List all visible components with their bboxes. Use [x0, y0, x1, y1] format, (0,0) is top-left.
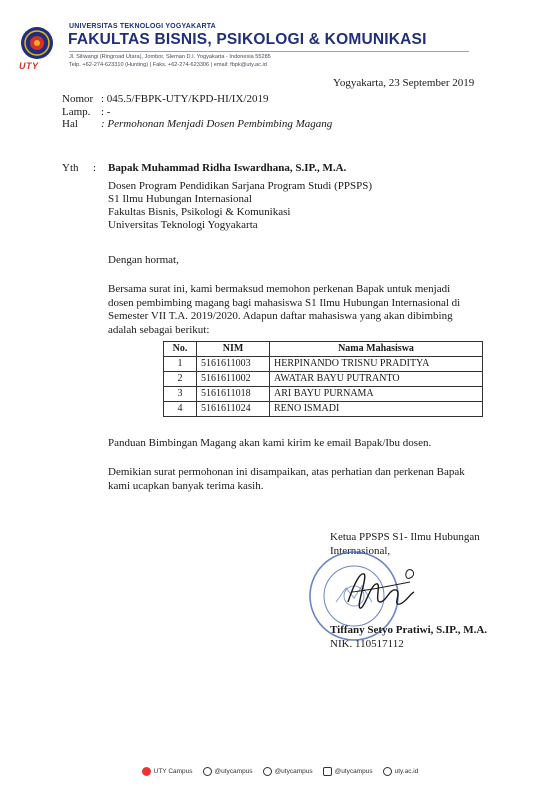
cell-nama: HERPINANDO TRISNU PRADITYA — [270, 357, 483, 372]
header-divider — [69, 51, 469, 52]
intro-paragraph — [108, 283, 460, 337]
recipient-colon: : — [93, 162, 97, 174]
university-logo — [20, 26, 54, 60]
cell-no: 2 — [164, 372, 197, 387]
cell-nama: AWATAR BAYU PUTRANTO — [270, 372, 483, 387]
facebook-icon — [203, 767, 212, 776]
recipient-line: Dosen Program Pendidikan Sarjana Program Studi (PPSPS) — [108, 180, 372, 192]
cell-nama: RENO ISMADI — [270, 402, 483, 417]
youtube-label: UTY Campus — [153, 767, 193, 775]
website-label: uty.ac.id — [394, 767, 419, 775]
signatory-nik: NIK. 110517112 — [330, 638, 404, 650]
nomor-value: : 045.5/FBPK-UTY/KPD-HI/IX/2019 — [101, 93, 269, 105]
instagram-icon — [323, 767, 332, 776]
globe-icon — [383, 767, 392, 776]
intro-line: Semester VII T.A. 2019/2020. Adapun daftar mahasiswa yang akan dibimbing — [108, 310, 453, 323]
cell-no: 1 — [164, 357, 197, 372]
recipient-name: Bapak Muhammad Ridha Iswardhana, S.IP., M.A. — [108, 162, 347, 174]
closing-paragraph — [108, 466, 465, 493]
contact-line: Telp. +62-274-623310 (Hunting) | Faks. +62-274-623306 | email: fbpk@uty.ac.id — [69, 62, 267, 68]
hal-value: : Permohonan Menjadi Dosen Pembimbing Magang — [101, 118, 333, 130]
footer-social — [0, 764, 560, 778]
facebook-label: @utycampus — [214, 767, 253, 775]
footer-facebook[interactable] — [203, 767, 253, 776]
logo-wordmark: UTY — [19, 61, 39, 71]
closing-line: Demikian surat permohonan ini disampaikan, atas perhatian dan perkenan Bapak — [108, 466, 465, 478]
closing-line: kami ucapkan banyak terima kasih. — [108, 479, 264, 492]
instagram-label: @utycampus — [334, 767, 373, 775]
table-row — [164, 357, 483, 372]
twitter-icon — [263, 767, 272, 776]
lampiran-row — [62, 106, 110, 118]
signatory-name: Tiffany Setyo Pratiwi, S.IP., M.A. — [330, 624, 488, 636]
intro-line: dosen pembimbing magang bagi mahasiswa S1 Ilmu Hubungan Internasional di — [108, 296, 461, 309]
nomor-row — [62, 93, 268, 105]
hal-label: Hal — [62, 118, 78, 130]
recipient-label: Yth — [62, 162, 79, 174]
footer-youtube[interactable] — [142, 767, 193, 776]
panduan-paragraph: Panduan Bimbingan Magang akan kami kirim ke email Bapak/Ibu dosen. — [108, 437, 432, 449]
footer-instagram[interactable] — [323, 767, 373, 776]
recipient-line: Fakultas Bisnis, Psikologi & Komunikasi — [108, 206, 291, 218]
table-row — [164, 372, 483, 387]
youtube-icon — [142, 767, 151, 776]
intro-line: adalah sebagai berikut: — [108, 323, 210, 336]
university-name: UNIVERSITAS TEKNOLOGI YOGYAKARTA — [69, 23, 216, 30]
cell-no: 3 — [164, 387, 197, 402]
cell-nim: 5161611003 — [197, 357, 270, 372]
recipient-line: S1 Ilmu Hubungan Internasional — [108, 193, 252, 205]
footer-website[interactable] — [383, 767, 419, 776]
signatory-title-line: Internasional, — [330, 545, 391, 557]
recipient-line: Universitas Teknologi Yogyakarta — [108, 219, 258, 231]
signatory-title-line: Ketua PPSPS S1- Ilmu Hubungan — [330, 531, 480, 543]
address-line: Jl. Siliwangi (Ringroad Utara), Jombor, Sleman D.I. Yogyakarta - Indonesia 55285 — [69, 54, 271, 60]
header-nama: Nama Mahasiswa — [270, 342, 483, 357]
student-table — [163, 341, 483, 417]
nomor-label: Nomor — [62, 93, 94, 105]
greeting: Dengan hormat, — [108, 254, 179, 266]
handwritten-signature — [330, 562, 420, 618]
cell-no: 4 — [164, 402, 197, 417]
intro-line: Bersama surat ini, kami bermaksud memohon perkenan Bapak untuk menjadi — [108, 283, 451, 295]
table-row — [164, 387, 483, 402]
cell-nim: 5161611002 — [197, 372, 270, 387]
cell-nim: 5161611018 — [197, 387, 270, 402]
cell-nama: ARI BAYU PURNAMA — [270, 387, 483, 402]
table-row — [164, 402, 483, 417]
header-no: No. — [164, 342, 197, 357]
lamp-label: Lamp. — [62, 106, 91, 118]
faculty-name: FAKULTAS BISNIS, PSIKOLOGI & KOMUNIKASI — [68, 31, 427, 48]
lamp-value: : - — [101, 106, 111, 118]
footer-twitter[interactable] — [263, 767, 313, 776]
header-nim: NIM — [197, 342, 270, 357]
hal-row — [62, 118, 332, 130]
table-header-row — [164, 342, 483, 357]
cell-nim: 5161611024 — [197, 402, 270, 417]
letter-date: Yogyakarta, 23 September 2019 — [333, 77, 475, 89]
twitter-label: @utycampus — [274, 767, 313, 775]
